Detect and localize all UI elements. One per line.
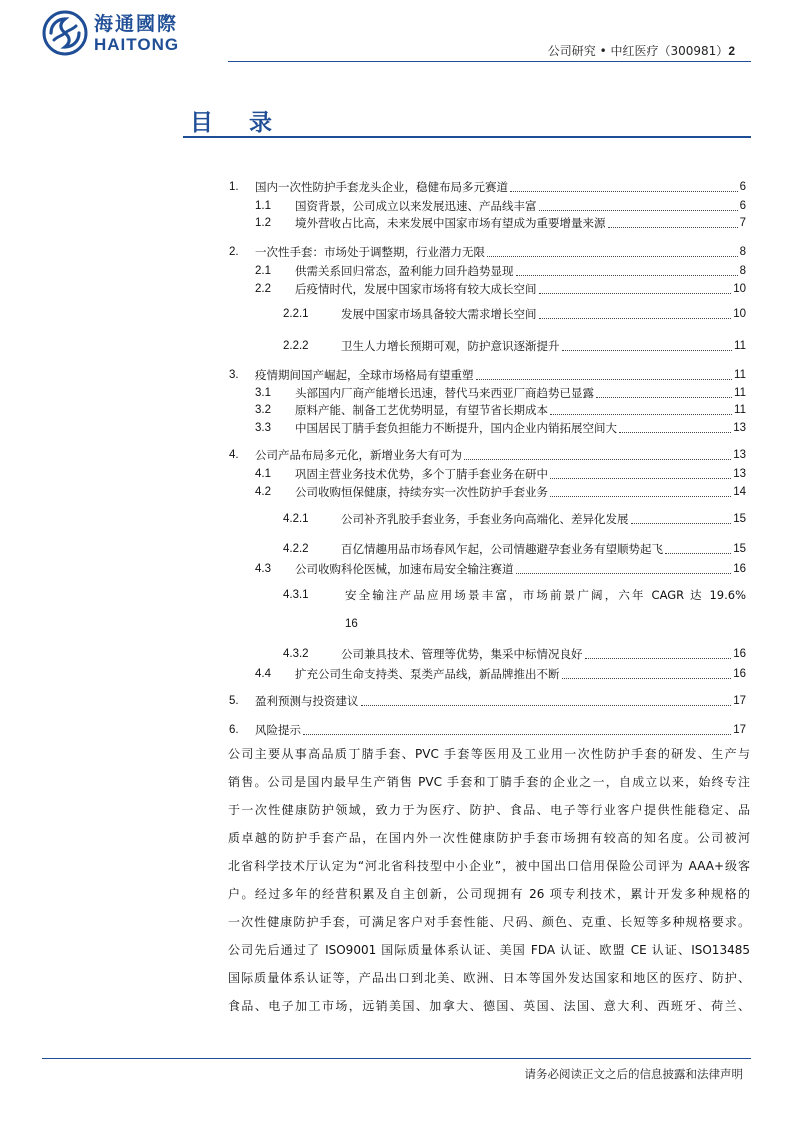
toc-leader [487, 256, 738, 257]
toc-number: 4.1 [255, 468, 271, 480]
toc-page: 6 [739, 181, 746, 193]
toc-entry-1-1[interactable] [255, 199, 746, 214]
toc-page: 16 [733, 563, 746, 575]
toc-text: 发展中国家市场具备较大需求增长空间 [341, 307, 537, 321]
toc-entry-3[interactable] [229, 368, 746, 383]
toc-page: 13 [733, 422, 746, 434]
toc-text: 扩充公司生命支持类、泵类产品线，新品牌推出不断 [295, 667, 560, 681]
toc-entry-4[interactable] [229, 448, 746, 463]
toc-entry-4-1[interactable] [255, 467, 746, 482]
toc-number: 4.3.1 [283, 589, 309, 601]
toc-number: 4.2.1 [283, 513, 309, 525]
toc-number: 1.2 [255, 217, 271, 229]
toc-text: 国内一次性防护手套龙头企业，稳健布局多元赛道 [255, 180, 508, 194]
body-line-7: 一次性健康防护手套，可满足客户对手套性能、尺码、颜色、克重、长短等多种规格要求。 [228, 915, 750, 929]
toc-leader [608, 227, 738, 228]
toc-entry-1-2[interactable] [255, 216, 746, 231]
toc-leader [585, 658, 732, 659]
toc-entry-4-2-1[interactable] [283, 512, 746, 527]
toc-text: 公司收购科伦医械，加速布局安全输注赛道 [295, 562, 514, 576]
toc-entry-3-3[interactable] [255, 421, 746, 436]
toc-number: 2.2 [255, 283, 271, 295]
toc-text: 公司兼具技术、管理等优势，集采中标情况良好 [341, 647, 583, 661]
toc-page: 8 [739, 265, 746, 277]
toc-leader [550, 478, 731, 479]
toc-entry-4-4[interactable] [255, 667, 746, 682]
toc-entry-4-2[interactable] [255, 485, 746, 500]
toc-title: 目 录 [190, 110, 287, 136]
toc-leader [516, 275, 738, 276]
toc-leader [539, 210, 738, 211]
toc-text: 公司产品布局多元化，新增业务大有可为 [255, 448, 462, 462]
toc-number: 3.2 [255, 404, 271, 416]
toc-text: 后疫情时代，发展中国家市场将有较大成长空间 [295, 282, 537, 296]
toc-page: 14 [733, 486, 746, 498]
toc-number: 4.4 [255, 668, 271, 680]
toc-page: 16 [345, 618, 358, 630]
toc-page: 11 [734, 369, 746, 381]
header-rule [228, 61, 751, 62]
toc-leader [619, 432, 731, 433]
toc-leader [516, 573, 732, 574]
body-line-10: 食品、电子加工市场，远销美国、加拿大、德国、英国、法国、意大利、西班牙、荷兰、 [228, 999, 750, 1013]
toc-text: 风险提示 [255, 723, 301, 737]
toc-text: 一次性手套：市场处于调整期，行业潜力无限 [255, 245, 485, 259]
toc-leader [361, 705, 732, 706]
toc-text: 中国居民丁腈手套负担能力不断提升，国内企业内销拓展空间大 [295, 421, 617, 435]
toc-page: 17 [733, 724, 746, 736]
toc-leader [596, 397, 732, 398]
report-label: 公司研究 • 中红医疗（300981） [547, 44, 729, 58]
toc-number: 4.2 [255, 486, 271, 498]
toc-entry-3-2[interactable] [255, 403, 746, 418]
body-line-5: 北省科学技术厅认定为“河北省科技型中小企业”，被中国出口信用保险公司评为 AAA+级客 [228, 859, 750, 873]
toc-leader [476, 379, 733, 380]
toc-entry-5[interactable] [229, 694, 746, 709]
toc-text: 公司补齐乳胶手套业务，手套业务向高端化、差异化发展 [341, 512, 629, 526]
toc-text: 境外营收占比高，未来发展中国家市场有望成为重要增量来源 [295, 216, 606, 230]
toc-leader [562, 678, 732, 679]
toc-text: 安全输注产品应用场景丰富，市场前景广阔，六年 CAGR 达 19.6% [345, 588, 746, 602]
toc-entry-2-1[interactable] [255, 264, 746, 279]
toc-number: 3.1 [255, 387, 271, 399]
toc-entry-6[interactable] [229, 723, 746, 738]
toc-entry-1[interactable] [229, 180, 746, 195]
toc-number: 3. [229, 369, 239, 381]
toc-number: 4.3.2 [283, 648, 309, 660]
body-line-8: 公司先后通过了 ISO9001 国际质量体系认证、美国 FDA 认证、欧盟 CE 认证、ISO13485 [228, 943, 750, 957]
toc-text: 卫生人力增长预期可观，防护意识逐渐提升 [341, 339, 560, 353]
footer-rule [42, 1058, 751, 1059]
toc-number: 2.1 [255, 265, 271, 277]
toc-page: 17 [733, 695, 746, 707]
body-line-9: 国际质量体系认证等，产品出口到北美、欧洲、日本等国外发达国家和地区的医疗、防护、 [228, 971, 750, 985]
toc-entry-4-3-1[interactable] [283, 588, 746, 632]
toc-number: 3.3 [255, 422, 271, 434]
toc-text: 巩固主营业务技术优势，多个丁腈手套业务在研中 [295, 467, 548, 481]
toc-text: 盈利预测与投资建议 [255, 694, 359, 708]
toc-text: 国资背景，公司成立以来发展迅速、产品线丰富 [295, 199, 537, 213]
toc-entry-4-3-2[interactable] [283, 647, 746, 662]
body-line-1: 公司主要从事高品质丁腈手套、PVC 手套等医用及工业用一次性防护手套的研发、生产与 [228, 747, 750, 761]
toc-page: 7 [739, 217, 746, 229]
report-header [548, 42, 735, 59]
haitong-logo [42, 10, 179, 56]
toc-entry-4-2-2[interactable] [283, 542, 746, 557]
toc-leader [539, 293, 732, 294]
logo-english-name: HAITONG [94, 34, 180, 54]
toc-entry-2[interactable] [229, 245, 746, 260]
toc-entry-2-2[interactable] [255, 282, 746, 297]
toc-leader [550, 414, 732, 415]
toc-page: 10 [733, 308, 746, 320]
toc-leader [539, 318, 732, 319]
body-line-3: 于一次性健康防护领域，致力于为医疗、防护、食品、电子等行业客户提供性能稳定、品 [228, 803, 750, 817]
toc-number: 1.1 [255, 200, 271, 212]
toc-page: 13 [733, 449, 746, 461]
toc-number: 5. [229, 695, 239, 707]
toc-number: 4.3 [255, 563, 271, 575]
toc-leader [665, 553, 731, 554]
toc-page: 8 [739, 246, 746, 258]
toc-text: 公司收购恒保健康，持续夯实一次性防护手套业务 [295, 485, 548, 499]
toc-page: 16 [733, 668, 746, 680]
body-line-4: 质卓越的防护手套产品，在国内外一次性健康防护手套市场拥有较高的知名度。公司被河 [228, 831, 750, 845]
toc-entry-2-2-2[interactable] [283, 339, 746, 354]
toc-page: 10 [733, 283, 746, 295]
toc-page: 15 [733, 513, 746, 525]
logo-chinese-name: 海通國際 [94, 12, 179, 35]
toc-leader [510, 191, 738, 192]
toc-leader [303, 734, 731, 735]
toc-number: 4. [229, 449, 239, 461]
toc-leader [464, 459, 731, 460]
toc-page: 16 [733, 648, 746, 660]
toc-number: 2.2.1 [283, 308, 309, 320]
page-number: 2 [728, 44, 735, 58]
toc-number: 6. [229, 724, 239, 736]
footer-disclaimer: 请务必阅读正文之后的信息披露和法律声明 [524, 1067, 743, 1081]
toc-text: 百亿情趣用品市场春风乍起，公司情趣避孕套业务有望顺势起飞 [341, 542, 663, 556]
toc-number: 2. [229, 246, 239, 258]
toc-page: 15 [733, 543, 746, 555]
toc-page: 13 [733, 468, 746, 480]
toc-text: 头部国内厂商产能增长迅速，替代马来西亚厂商趋势已显露 [295, 386, 594, 400]
toc-leader [631, 523, 732, 524]
haitong-emblem-icon [42, 10, 88, 56]
toc-page: 11 [734, 404, 746, 416]
toc-entry-3-1[interactable] [255, 386, 746, 401]
toc-number: 1. [229, 181, 239, 193]
toc-page: 11 [734, 387, 746, 399]
toc-page: 6 [739, 200, 746, 212]
toc-title-rule [183, 136, 751, 138]
toc-page: 11 [734, 340, 746, 352]
toc-entry-4-3[interactable] [255, 562, 746, 577]
toc-text: 供需关系回归常态，盈利能力回升趋势显现 [295, 264, 514, 278]
body-line-2: 销售。公司是国内最早生产销售 PVC 手套和丁腈手套的企业之一，自成立以来，始终专注 [228, 775, 750, 789]
toc-text: 疫情期间国产崛起，全球市场格局有望重塑 [255, 368, 474, 382]
toc-leader [562, 350, 733, 351]
toc-text: 原料产能、制备工艺优势明显，有望节省长期成本 [295, 403, 548, 417]
toc-leader [550, 496, 731, 497]
body-line-6: 户。经过多年的经营积累及自主创新，公司现拥有 26 项专利技术，累计开发多种规格的 [228, 887, 750, 901]
toc-number: 2.2.2 [283, 340, 309, 352]
toc-entry-2-2-1[interactable] [283, 307, 746, 322]
toc-number: 4.2.2 [283, 543, 309, 555]
